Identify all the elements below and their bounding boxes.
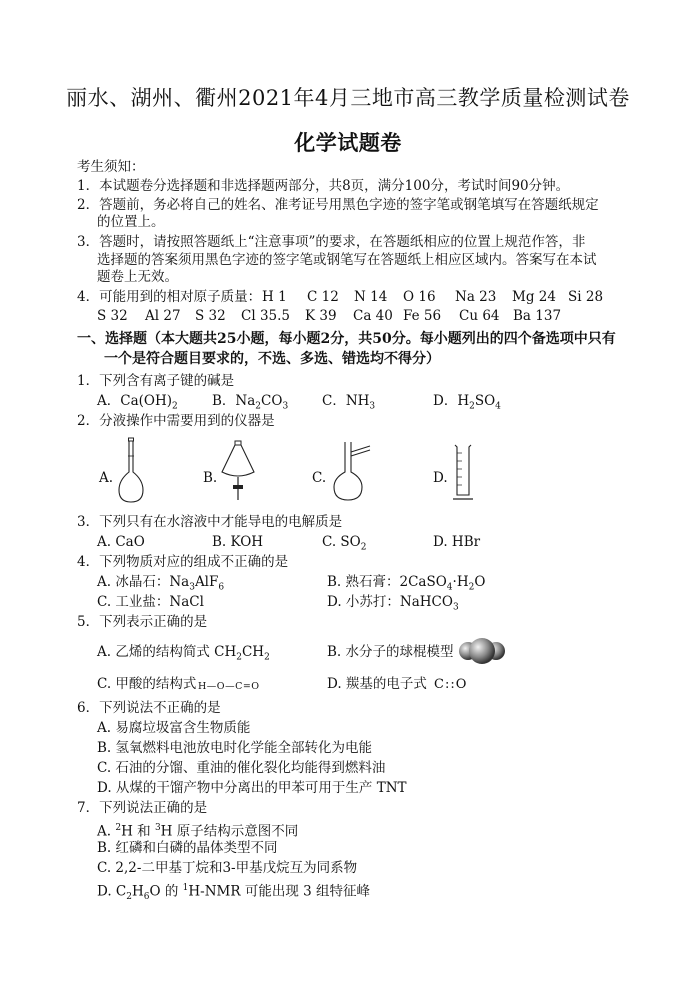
notice-item-2a: 2．答题前，务必将自己的姓名、准考证号用黑色字迹的签字笔或钢笔填写在答题纸规定 [77, 197, 599, 213]
q3-option-b: B. KOH [212, 534, 264, 550]
atom-mass: Fe 56 [403, 308, 442, 324]
q1-option-d: D．$H_2SO_4$ [433, 393, 501, 412]
formic-acid-structure: H—O—C=O [198, 681, 260, 692]
q5-stem: 5．下列表示正确的是 [77, 614, 208, 630]
q7-option-d: D. $C_2H_6O$ 的 $^1$H-NMR 可能出现 3 组特征峰 [97, 883, 371, 903]
atom-mass: Na 23 [455, 289, 497, 305]
notice-item-4: 4．可能用到的相对原子质量： [77, 289, 262, 305]
q6-option-c: C. 石油的分馏、重油的催化裂化均能得到燃料油 [97, 760, 386, 776]
q3-option-d: D. HBr [433, 534, 481, 550]
q7-stem: 7．下列说法正确的是 [77, 800, 208, 816]
notice-item-3c: 题卷上无效。 [97, 269, 178, 285]
water-ball-stick-model-icon [458, 634, 506, 668]
q2-label-a: A. [99, 470, 114, 486]
notice-item-3b: 选择题的答案须用黑色字迹的签字笔或钢笔写在答题纸上相应区域内。答案写在本试 [97, 252, 597, 268]
atom-mass: N 14 [354, 289, 388, 305]
q6-option-b: B. 氢氧燃料电池放电时化学能全部转化为电能 [97, 740, 373, 756]
q5-option-a: A. 乙烯的结构简式 $CH_2CH_2$ [97, 644, 270, 663]
q7-option-b: B. 红磷和白磷的晶体类型不同 [97, 840, 278, 856]
q7-option-a: A. $^2$H 和 $^3$H 原子结构示意图不同 [97, 823, 299, 840]
atom-mass: Si 28 [568, 289, 604, 305]
q4-option-a: A. 冰晶石：$Na_3AlF_6$ [97, 574, 225, 593]
atom-mass: C 12 [307, 289, 339, 305]
q2-label-c: C. [312, 470, 327, 486]
atom-mass: S 32 [97, 308, 128, 324]
q2-label-d: D. [433, 470, 448, 486]
distilling-flask-icon [330, 440, 376, 502]
q1-option-b: B．$Na_2CO_3$ [212, 393, 289, 412]
q5-option-b: B. 水分子的球棍模型 [327, 644, 454, 660]
section-heading-1: 一、选择题（本大题共25小题，每小题2分，共50分。每小题列出的四个备选项中只有 [77, 331, 616, 347]
atom-mass: H 1 [262, 289, 287, 305]
q6-stem: 6．下列说法不正确的是 [77, 700, 221, 716]
q4-option-c: C. 工业盐：NaCl [97, 594, 204, 610]
q1-stem: 1．下列含有离子键的碱是 [77, 373, 235, 389]
atom-mass: Cl 35.5 [241, 308, 290, 324]
atom-mass: S 32 [195, 308, 226, 324]
q1-option-a: A．$Ca(OH)_2$ [97, 393, 178, 412]
q3-option-a: A. CaO [97, 534, 145, 550]
q4-option-b: B. 熟石膏：$2CaSO_4\cdot H_2O$ [327, 574, 486, 593]
q2-label-b: B. [203, 470, 218, 486]
page-subtitle: 化学试题卷 [294, 130, 402, 155]
separatory-funnel-icon [218, 440, 258, 502]
atom-mass: Al 27 [145, 308, 181, 324]
q6-option-a: A. 易腐垃圾富含生物质能 [97, 720, 251, 736]
q7-option-c: C. 2,2-二甲基丁烷和3-甲基戊烷互为同系物 [97, 860, 358, 876]
q4-option-d: D. 小苏打：NaHCO$_3$ [327, 594, 459, 613]
q1-option-c: C．$NH_3$ [322, 393, 376, 412]
notice-item-1: 1．本试题卷分选择题和非选择题两部分，共8页，满分100分，考试时间90分钟。 [77, 178, 570, 194]
q6-option-d: D. 从煤的干馏产物中分离出的甲苯可用于生产 TNT [97, 780, 407, 796]
section-heading-2: 一个是符合题目要求的，不选、多选、错选均不得分） [104, 351, 440, 367]
notice-item-3a: 3．答题时，请按照答题纸上“注意事项”的要求，在答题纸相应的位置上规范作答，非 [77, 234, 586, 250]
atom-mass: O 16 [403, 289, 436, 305]
notice-heading: 考生须知： [77, 159, 145, 175]
atom-mass: Cu 64 [459, 308, 500, 324]
atom-mass: Ba 137 [513, 308, 562, 324]
q3-stem: 3．下列只有在水溶液中才能导电的电解质是 [77, 514, 343, 530]
q2-stem: 2．分液操作中需要用到的仪器是 [77, 413, 275, 429]
q5-option-d: D. 羰基的电子式 [327, 676, 427, 692]
notice-item-2b: 的位置上。 [97, 214, 165, 230]
page-title: 丽水、湖州、衢州2021年4月三地市高三教学质量检测试卷 [66, 86, 630, 110]
graduated-cylinder-icon [451, 443, 475, 503]
atom-mass: Ca 40 [353, 308, 393, 324]
q5-option-c: C. 甲酸的结构式 [97, 676, 197, 692]
q4-stem: 4．下列物质对应的组成不正确的是 [77, 554, 289, 570]
volumetric-flask-icon [116, 436, 146, 506]
atom-mass: K 39 [305, 308, 337, 324]
q3-option-c: C. $SO_2$ [322, 534, 367, 553]
carbonyl-electron-formula: C::O [434, 677, 468, 692]
atom-mass: Mg 24 [512, 289, 556, 305]
